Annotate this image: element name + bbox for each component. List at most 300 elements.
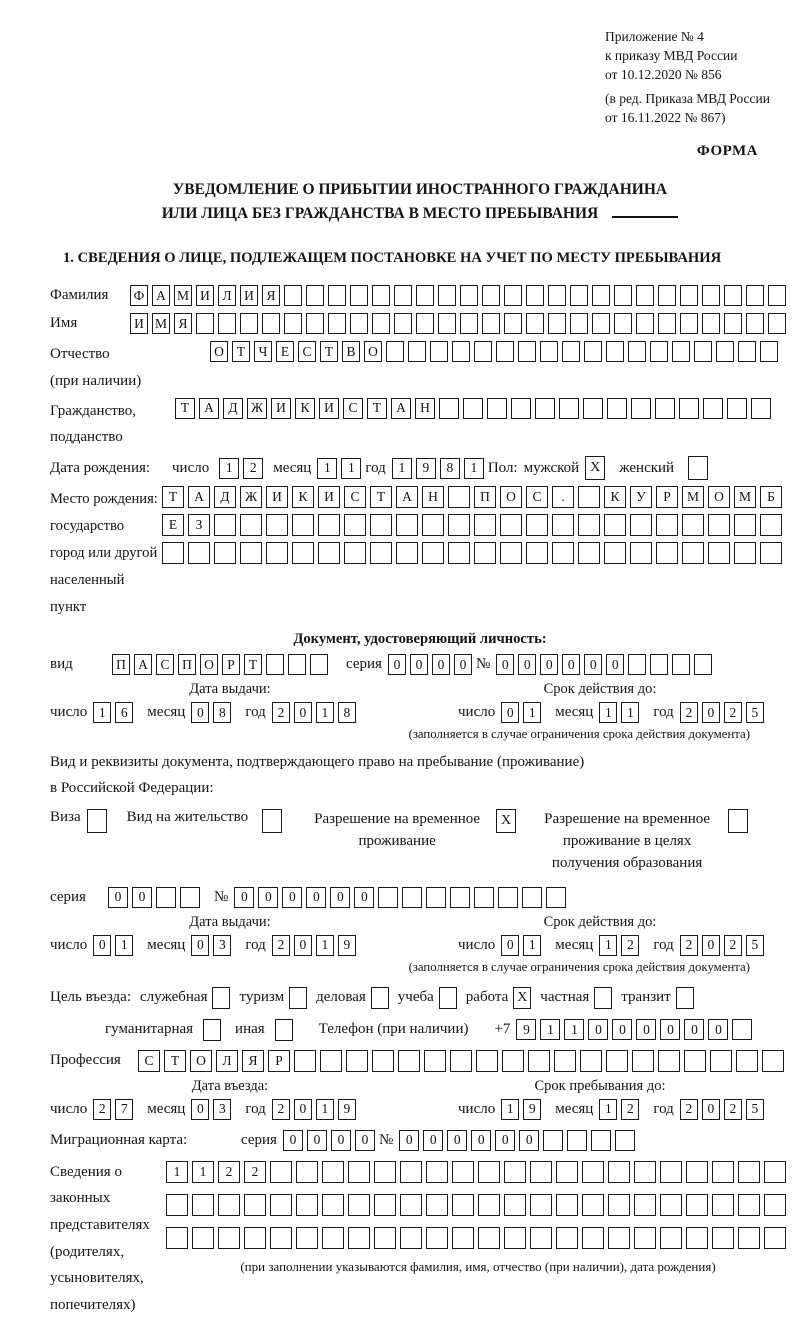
char-cell[interactable]: 0 (702, 935, 720, 956)
char-cell[interactable]: 2 (724, 935, 742, 956)
char-cell[interactable]: 1 (115, 935, 133, 956)
char-cell[interactable] (526, 285, 544, 306)
char-cell[interactable] (604, 542, 626, 564)
char-cell[interactable] (660, 1161, 682, 1183)
char-cell[interactable]: 0 (355, 1130, 375, 1151)
char-cell[interactable] (424, 1050, 446, 1072)
char-cell[interactable] (552, 514, 574, 536)
char-cell[interactable]: 0 (258, 887, 278, 908)
char-cell[interactable] (630, 542, 652, 564)
stay-month-boxes[interactable] (599, 1099, 643, 1120)
char-cell[interactable]: С (526, 486, 548, 508)
char-cell[interactable]: К (604, 486, 626, 508)
char-cell[interactable] (746, 285, 764, 306)
char-cell[interactable] (504, 1161, 526, 1183)
char-cell[interactable]: А (152, 285, 170, 306)
char-cell[interactable] (760, 542, 782, 564)
char-cell[interactable] (240, 542, 262, 564)
char-cell[interactable] (702, 313, 720, 334)
char-cell[interactable]: 2 (272, 1099, 290, 1120)
char-cell[interactable] (288, 654, 306, 675)
char-cell[interactable] (240, 514, 262, 536)
char-cell[interactable]: 0 (132, 887, 152, 908)
char-cell[interactable]: 2 (272, 702, 290, 723)
char-cell[interactable] (694, 654, 712, 675)
char-cell[interactable] (556, 1194, 578, 1216)
char-cell[interactable]: Е (162, 514, 184, 536)
char-cell[interactable] (476, 1050, 498, 1072)
char-cell[interactable] (768, 285, 786, 306)
char-cell[interactable]: 9 (516, 1019, 536, 1040)
char-cell[interactable]: Р (268, 1050, 290, 1072)
char-cell[interactable]: Н (422, 486, 444, 508)
char-cell[interactable]: 2 (218, 1161, 240, 1183)
purpose-other-checkbox[interactable] (275, 1019, 293, 1041)
char-cell[interactable]: 2 (243, 458, 263, 479)
char-cell[interactable] (712, 1227, 734, 1249)
char-cell[interactable] (768, 313, 786, 334)
char-cell[interactable] (680, 285, 698, 306)
char-cell[interactable] (708, 514, 730, 536)
char-cell[interactable]: 1 (564, 1019, 584, 1040)
char-cell[interactable] (450, 887, 470, 908)
char-cell[interactable]: М (734, 486, 756, 508)
char-cell[interactable] (658, 313, 676, 334)
char-cell[interactable] (218, 313, 236, 334)
surname-boxes[interactable] (130, 285, 790, 306)
char-cell[interactable]: 0 (294, 935, 312, 956)
char-cell[interactable]: 0 (501, 702, 519, 723)
char-cell[interactable] (166, 1194, 188, 1216)
char-cell[interactable]: 5 (746, 702, 764, 723)
char-cell[interactable] (628, 341, 646, 362)
char-cell[interactable] (448, 542, 470, 564)
char-cell[interactable]: Т (162, 486, 184, 508)
char-cell[interactable] (396, 542, 418, 564)
char-cell[interactable] (474, 887, 494, 908)
char-cell[interactable] (460, 313, 478, 334)
char-cell[interactable] (655, 398, 675, 419)
char-cell[interactable]: 0 (234, 887, 254, 908)
char-cell[interactable] (394, 285, 412, 306)
char-cell[interactable]: 1 (316, 702, 334, 723)
identity-doc-issue-day[interactable] (93, 702, 137, 723)
char-cell[interactable] (372, 313, 390, 334)
char-cell[interactable]: Т (367, 398, 387, 419)
stay-day-boxes[interactable] (501, 1099, 545, 1120)
char-cell[interactable]: О (364, 341, 382, 362)
char-cell[interactable] (474, 542, 496, 564)
char-cell[interactable] (284, 313, 302, 334)
char-cell[interactable]: 0 (307, 1130, 327, 1151)
char-cell[interactable]: 2 (724, 1099, 742, 1120)
char-cell[interactable]: П (178, 654, 196, 675)
char-cell[interactable] (218, 1227, 240, 1249)
char-cell[interactable] (526, 313, 544, 334)
purpose-study-checkbox[interactable] (439, 987, 457, 1009)
char-cell[interactable] (474, 341, 492, 362)
char-cell[interactable]: Е (276, 341, 294, 362)
char-cell[interactable] (270, 1161, 292, 1183)
char-cell[interactable] (482, 313, 500, 334)
char-cell[interactable] (679, 398, 699, 419)
char-cell[interactable]: 1 (540, 1019, 560, 1040)
char-cell[interactable] (604, 514, 626, 536)
char-cell[interactable] (348, 1227, 370, 1249)
char-cell[interactable] (400, 1227, 422, 1249)
birth-year-boxes[interactable] (392, 458, 488, 479)
char-cell[interactable]: 3 (213, 935, 231, 956)
birth-day-boxes[interactable] (219, 458, 267, 479)
char-cell[interactable] (530, 1161, 552, 1183)
char-cell[interactable]: 3 (213, 1099, 231, 1120)
char-cell[interactable]: 0 (191, 1099, 209, 1120)
char-cell[interactable]: Л (218, 285, 236, 306)
char-cell[interactable] (734, 514, 756, 536)
char-cell[interactable] (631, 398, 651, 419)
char-cell[interactable] (738, 1161, 760, 1183)
char-cell[interactable] (694, 341, 712, 362)
char-cell[interactable] (344, 514, 366, 536)
char-cell[interactable]: 0 (331, 1130, 351, 1151)
char-cell[interactable]: А (134, 654, 152, 675)
char-cell[interactable] (463, 398, 483, 419)
char-cell[interactable]: И (130, 313, 148, 334)
stay-year-boxes[interactable] (680, 1099, 768, 1120)
identity-doc-valid-year[interactable] (680, 702, 768, 723)
char-cell[interactable]: 0 (636, 1019, 656, 1040)
char-cell[interactable] (474, 514, 496, 536)
char-cell[interactable] (240, 313, 258, 334)
char-cell[interactable] (266, 514, 288, 536)
char-cell[interactable] (716, 341, 734, 362)
char-cell[interactable]: 0 (423, 1130, 443, 1151)
char-cell[interactable]: З (188, 514, 210, 536)
char-cell[interactable] (583, 398, 603, 419)
identity-doc-valid-day[interactable] (501, 702, 545, 723)
entry-month-boxes[interactable] (191, 1099, 235, 1120)
char-cell[interactable] (188, 542, 210, 564)
char-cell[interactable]: С (344, 486, 366, 508)
char-cell[interactable] (372, 285, 390, 306)
char-cell[interactable]: 0 (540, 654, 558, 675)
char-cell[interactable] (608, 1194, 630, 1216)
temp-residence-checkbox[interactable]: X (496, 809, 516, 833)
char-cell[interactable] (684, 1050, 706, 1072)
char-cell[interactable]: Т (164, 1050, 186, 1072)
char-cell[interactable]: Р (222, 654, 240, 675)
char-cell[interactable] (422, 514, 444, 536)
char-cell[interactable]: Т (244, 654, 262, 675)
char-cell[interactable] (636, 285, 654, 306)
char-cell[interactable]: 0 (399, 1130, 419, 1151)
char-cell[interactable] (500, 542, 522, 564)
char-cell[interactable]: 1 (93, 702, 111, 723)
char-cell[interactable] (567, 1130, 587, 1151)
char-cell[interactable] (582, 1161, 604, 1183)
char-cell[interactable] (710, 1050, 732, 1072)
char-cell[interactable]: 9 (523, 1099, 541, 1120)
char-cell[interactable]: 0 (388, 654, 406, 675)
char-cell[interactable]: 0 (708, 1019, 728, 1040)
char-cell[interactable] (180, 887, 200, 908)
char-cell[interactable] (504, 1227, 526, 1249)
char-cell[interactable] (522, 887, 542, 908)
char-cell[interactable]: 0 (294, 702, 312, 723)
char-cell[interactable] (682, 542, 704, 564)
birth-month-boxes[interactable] (317, 458, 365, 479)
char-cell[interactable]: И (271, 398, 291, 419)
char-cell[interactable] (764, 1194, 786, 1216)
char-cell[interactable]: С (298, 341, 316, 362)
char-cell[interactable] (416, 285, 434, 306)
residence-doc-series-boxes[interactable] (108, 887, 204, 908)
char-cell[interactable] (570, 313, 588, 334)
char-cell[interactable] (400, 1194, 422, 1216)
phone-boxes[interactable] (516, 1019, 756, 1040)
char-cell[interactable] (511, 398, 531, 419)
char-cell[interactable] (591, 1130, 611, 1151)
char-cell[interactable] (344, 542, 366, 564)
char-cell[interactable]: Н (415, 398, 435, 419)
char-cell[interactable] (478, 1161, 500, 1183)
char-cell[interactable]: . (552, 486, 574, 508)
char-cell[interactable] (658, 285, 676, 306)
char-cell[interactable] (556, 1161, 578, 1183)
char-cell[interactable]: У (630, 486, 652, 508)
char-cell[interactable] (682, 514, 704, 536)
char-cell[interactable] (372, 1050, 394, 1072)
char-cell[interactable]: 6 (115, 702, 133, 723)
char-cell[interactable]: Т (232, 341, 250, 362)
char-cell[interactable]: И (196, 285, 214, 306)
residence-permit-checkbox[interactable] (262, 809, 282, 833)
purpose-humanitarian-checkbox[interactable] (203, 1019, 221, 1041)
char-cell[interactable]: Р (656, 486, 678, 508)
char-cell[interactable] (266, 654, 284, 675)
identity-doc-issue-month[interactable] (191, 702, 235, 723)
char-cell[interactable]: 0 (702, 1099, 720, 1120)
char-cell[interactable]: 0 (447, 1130, 467, 1151)
char-cell[interactable]: 5 (746, 935, 764, 956)
char-cell[interactable]: О (190, 1050, 212, 1072)
char-cell[interactable]: О (708, 486, 730, 508)
char-cell[interactable]: 1 (599, 1099, 617, 1120)
char-cell[interactable]: А (199, 398, 219, 419)
char-cell[interactable] (660, 1194, 682, 1216)
char-cell[interactable] (578, 514, 600, 536)
char-cell[interactable] (530, 1194, 552, 1216)
char-cell[interactable] (606, 341, 624, 362)
char-cell[interactable]: 1 (316, 1099, 334, 1120)
char-cell[interactable] (374, 1227, 396, 1249)
char-cell[interactable] (570, 285, 588, 306)
char-cell[interactable] (378, 887, 398, 908)
char-cell[interactable] (270, 1194, 292, 1216)
char-cell[interactable] (398, 1050, 420, 1072)
char-cell[interactable] (318, 542, 340, 564)
char-cell[interactable]: С (343, 398, 363, 419)
char-cell[interactable]: 2 (93, 1099, 111, 1120)
char-cell[interactable]: Д (223, 398, 243, 419)
char-cell[interactable]: М (682, 486, 704, 508)
char-cell[interactable]: 0 (306, 887, 326, 908)
char-cell[interactable] (614, 313, 632, 334)
char-cell[interactable]: С (138, 1050, 160, 1072)
char-cell[interactable]: Ч (254, 341, 272, 362)
char-cell[interactable]: 0 (684, 1019, 704, 1040)
char-cell[interactable]: О (500, 486, 522, 508)
char-cell[interactable]: 1 (166, 1161, 188, 1183)
birth-place-row1-boxes[interactable] (162, 486, 786, 508)
char-cell[interactable] (386, 341, 404, 362)
char-cell[interactable]: О (210, 341, 228, 362)
char-cell[interactable] (156, 887, 176, 908)
char-cell[interactable] (686, 1161, 708, 1183)
char-cell[interactable]: И (318, 486, 340, 508)
char-cell[interactable]: 0 (93, 935, 111, 956)
char-cell[interactable] (346, 1050, 368, 1072)
identity-doc-series-boxes[interactable] (388, 654, 476, 675)
char-cell[interactable]: 0 (108, 887, 128, 908)
char-cell[interactable] (630, 514, 652, 536)
char-cell[interactable] (504, 285, 522, 306)
char-cell[interactable] (672, 654, 690, 675)
char-cell[interactable] (559, 398, 579, 419)
char-cell[interactable]: 1 (523, 935, 541, 956)
char-cell[interactable] (348, 1194, 370, 1216)
char-cell[interactable] (306, 285, 324, 306)
char-cell[interactable] (660, 1227, 682, 1249)
char-cell[interactable] (636, 313, 654, 334)
char-cell[interactable] (322, 1227, 344, 1249)
residence-doc-issue-day[interactable] (93, 935, 137, 956)
visa-checkbox[interactable] (87, 809, 107, 833)
char-cell[interactable] (518, 341, 536, 362)
char-cell[interactable] (214, 542, 236, 564)
char-cell[interactable] (322, 1194, 344, 1216)
char-cell[interactable]: 9 (416, 458, 436, 479)
char-cell[interactable]: 2 (244, 1161, 266, 1183)
char-cell[interactable] (686, 1194, 708, 1216)
identity-doc-type-boxes[interactable] (112, 654, 332, 675)
char-cell[interactable]: Я (262, 285, 280, 306)
char-cell[interactable] (608, 1227, 630, 1249)
char-cell[interactable]: 1 (523, 702, 541, 723)
char-cell[interactable] (734, 542, 756, 564)
char-cell[interactable]: 5 (746, 1099, 764, 1120)
char-cell[interactable] (540, 341, 558, 362)
char-cell[interactable]: Б (760, 486, 782, 508)
purpose-official-checkbox[interactable] (212, 987, 230, 1009)
char-cell[interactable]: 0 (410, 654, 428, 675)
char-cell[interactable] (708, 542, 730, 564)
representatives-row2-boxes[interactable] (166, 1194, 790, 1216)
char-cell[interactable]: 0 (519, 1130, 539, 1151)
char-cell[interactable]: 0 (471, 1130, 491, 1151)
char-cell[interactable] (634, 1194, 656, 1216)
char-cell[interactable] (162, 542, 184, 564)
char-cell[interactable]: Т (370, 486, 392, 508)
char-cell[interactable] (764, 1161, 786, 1183)
char-cell[interactable] (762, 1050, 784, 1072)
char-cell[interactable] (244, 1194, 266, 1216)
char-cell[interactable]: 1 (341, 458, 361, 479)
char-cell[interactable]: 0 (454, 654, 472, 675)
char-cell[interactable] (552, 542, 574, 564)
char-cell[interactable] (374, 1194, 396, 1216)
char-cell[interactable]: А (188, 486, 210, 508)
char-cell[interactable] (528, 1050, 550, 1072)
char-cell[interactable] (606, 1050, 628, 1072)
char-cell[interactable] (712, 1194, 734, 1216)
char-cell[interactable] (760, 514, 782, 536)
char-cell[interactable] (535, 398, 555, 419)
char-cell[interactable]: Ж (240, 486, 262, 508)
char-cell[interactable] (396, 514, 418, 536)
char-cell[interactable] (526, 514, 548, 536)
char-cell[interactable]: 1 (392, 458, 412, 479)
char-cell[interactable] (214, 514, 236, 536)
char-cell[interactable] (452, 341, 470, 362)
char-cell[interactable] (394, 313, 412, 334)
char-cell[interactable]: П (474, 486, 496, 508)
char-cell[interactable] (296, 1161, 318, 1183)
char-cell[interactable]: 2 (621, 1099, 639, 1120)
char-cell[interactable]: Ж (247, 398, 267, 419)
char-cell[interactable] (348, 1161, 370, 1183)
char-cell[interactable]: 1 (599, 935, 617, 956)
char-cell[interactable] (284, 285, 302, 306)
char-cell[interactable] (350, 285, 368, 306)
char-cell[interactable] (292, 514, 314, 536)
char-cell[interactable]: 0 (354, 887, 374, 908)
char-cell[interactable] (292, 542, 314, 564)
char-cell[interactable] (430, 341, 448, 362)
char-cell[interactable] (650, 654, 668, 675)
char-cell[interactable] (400, 1161, 422, 1183)
purpose-business-checkbox[interactable] (371, 987, 389, 1009)
char-cell[interactable]: 8 (338, 702, 356, 723)
char-cell[interactable]: 0 (702, 702, 720, 723)
char-cell[interactable] (450, 1050, 472, 1072)
char-cell[interactable]: И (266, 486, 288, 508)
char-cell[interactable] (607, 398, 627, 419)
char-cell[interactable]: 0 (496, 654, 514, 675)
char-cell[interactable]: 0 (518, 654, 536, 675)
char-cell[interactable]: Л (216, 1050, 238, 1072)
char-cell[interactable] (426, 887, 446, 908)
char-cell[interactable] (478, 1194, 500, 1216)
char-cell[interactable] (546, 887, 566, 908)
char-cell[interactable] (592, 285, 610, 306)
char-cell[interactable] (196, 313, 214, 334)
char-cell[interactable] (448, 486, 470, 508)
char-cell[interactable]: 0 (191, 935, 209, 956)
char-cell[interactable] (584, 341, 602, 362)
char-cell[interactable] (426, 1227, 448, 1249)
purpose-tourism-checkbox[interactable] (289, 987, 307, 1009)
char-cell[interactable] (328, 313, 346, 334)
char-cell[interactable]: И (240, 285, 258, 306)
char-cell[interactable]: 0 (501, 935, 519, 956)
char-cell[interactable] (582, 1194, 604, 1216)
char-cell[interactable]: 0 (282, 887, 302, 908)
char-cell[interactable] (578, 542, 600, 564)
char-cell[interactable] (724, 285, 742, 306)
char-cell[interactable] (438, 313, 456, 334)
char-cell[interactable] (426, 1194, 448, 1216)
